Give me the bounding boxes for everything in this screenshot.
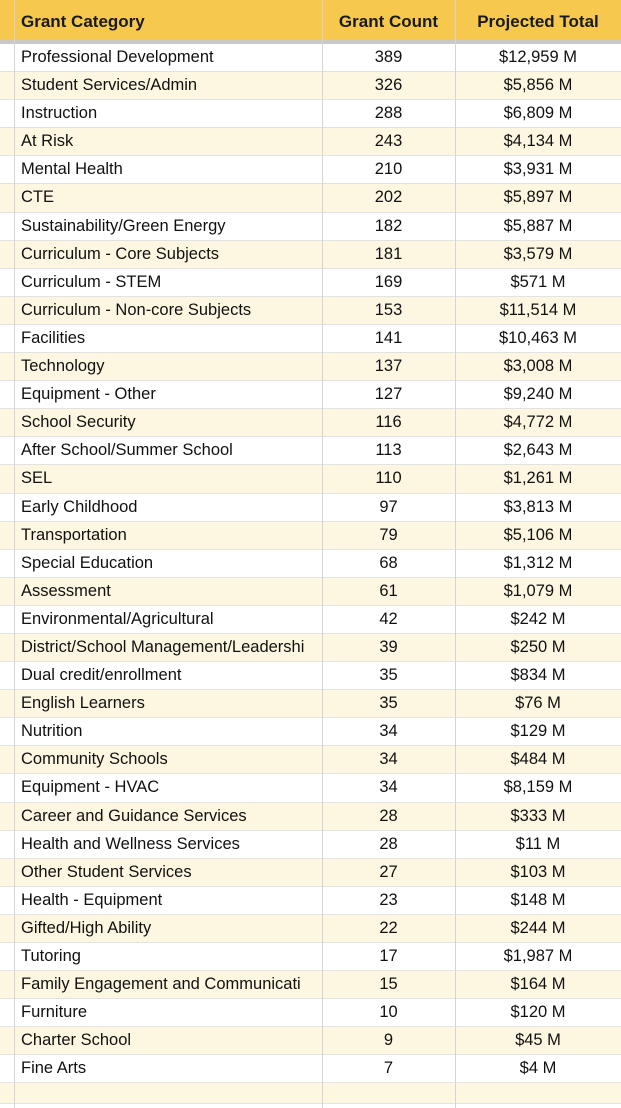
cell-grant-count[interactable]: 27 [379,862,398,881]
cell-grant-count[interactable]: 210 [374,160,403,179]
cell-grant-category[interactable]: Nutrition [21,722,83,741]
cell-grant-category[interactable]: Career and Guidance Services [21,806,247,825]
cell-projected-total[interactable]: $3,008 M [503,357,573,376]
cell-grant-category[interactable]: District/School Management/Leadershi [21,637,305,656]
cell-projected-total[interactable]: $333 M [510,806,566,825]
cell-grant-count[interactable]: 17 [379,947,398,965]
table-row[interactable] [0,44,621,72]
cell-projected-total[interactable]: $250 M [510,637,566,656]
cell-grant-category[interactable]: Health - Equipment [21,890,163,909]
column-header-grant-count[interactable]: Grant Count [338,12,439,31]
table-row[interactable] [0,184,621,212]
cell-projected-total[interactable]: $5,897 M [503,188,573,207]
cell-grant-category[interactable]: Professional Development [21,48,214,66]
table-row[interactable] [0,297,621,325]
table-row[interactable] [0,971,621,999]
cell-grant-category[interactable]: Assessment [21,581,111,600]
cell-grant-category[interactable]: Other Student Services [21,862,192,881]
cell-grant-category[interactable]: Transportation [21,525,127,544]
cell-grant-category[interactable]: Early Childhood [21,497,138,516]
table-row[interactable] [0,774,621,802]
cell-projected-total[interactable]: $484 M [510,750,566,769]
cell-grant-category[interactable]: CTE [21,188,54,207]
cell-projected-total[interactable]: $242 M [510,609,566,628]
table-row[interactable] [0,128,621,156]
cell-grant-category[interactable]: Curriculum - Non-core Subjects [21,300,252,319]
cell-grant-category[interactable]: At Risk [21,132,74,151]
table-row[interactable] [0,100,621,128]
table-row[interactable] [0,465,621,493]
cell-grant-category[interactable]: Environmental/Agricultural [21,609,214,628]
cell-projected-total[interactable]: $6,809 M [503,104,573,123]
table-row[interactable] [0,690,621,718]
table-row[interactable] [0,550,621,578]
cell-grant-count[interactable]: 35 [379,666,398,685]
cell-grant-count[interactable]: 202 [374,188,403,207]
cell-grant-count[interactable]: 326 [374,76,403,95]
cell-grant-count[interactable]: 153 [374,300,403,319]
cell-projected-total[interactable]: $4,772 M [503,413,573,432]
cell-grant-count[interactable]: 116 [375,413,402,432]
cell-grant-count[interactable]: 34 [379,750,398,769]
cell-grant-category[interactable]: Charter School [21,1031,132,1050]
table-row[interactable] [0,409,621,437]
cell-grant-category[interactable]: Gifted/High Ability [21,918,152,937]
cell-grant-category[interactable]: Community Schools [21,750,168,769]
cell-grant-category[interactable]: Family Engagement and Communicati [21,975,301,994]
cell-projected-total[interactable]: $834 M [510,666,566,685]
cell-grant-category[interactable]: Curriculum - Core Subjects [21,244,220,263]
cell-projected-total[interactable]: $45 M [515,1031,561,1050]
cell-projected-total[interactable]: $3,931 M [503,160,573,179]
cell-grant-count[interactable]: 182 [374,216,403,235]
table-row[interactable] [0,72,621,100]
table-row[interactable] [0,831,621,859]
cell-projected-total[interactable]: $76 M [515,694,561,713]
table-row[interactable] [0,634,621,662]
cell-projected-total[interactable]: $129 M [510,722,566,741]
cell-grant-count[interactable]: 243 [374,132,403,151]
cell-grant-count[interactable]: 61 [379,581,398,600]
cell-projected-total[interactable]: $571 M [510,272,566,291]
row-header-border [14,0,15,1108]
cell-projected-total[interactable]: $4,134 M [503,132,573,151]
table-row[interactable] [0,606,621,634]
cell-projected-total[interactable]: $164 M [510,975,566,994]
cell-grant-category[interactable]: Mental Health [21,160,123,179]
table-row[interactable] [0,859,621,887]
cell-grant-count[interactable]: 110 [375,469,402,488]
cell-grant-count[interactable]: 28 [379,806,398,825]
table-row[interactable] [0,887,621,915]
cell-projected-total[interactable]: $2,643 M [503,441,573,460]
cell-grant-count[interactable]: 28 [379,834,398,853]
cell-grant-category[interactable]: Dual credit/enrollment [21,666,182,685]
table-row[interactable] [0,269,621,297]
cell-grant-count[interactable]: 34 [379,778,398,797]
cell-projected-total[interactable]: $11,514 M [499,300,577,319]
cell-projected-total[interactable]: $12,959 M [499,48,577,66]
cell-grant-count[interactable]: 389 [374,48,403,66]
cell-projected-total[interactable]: $1,987 M [503,947,573,965]
column-divider [322,0,323,1108]
cell-grant-count[interactable]: 288 [374,104,403,123]
table-row[interactable] [0,381,621,409]
cell-projected-total[interactable]: $3,813 M [503,497,573,516]
table-row[interactable] [0,325,621,353]
cell-grant-category[interactable]: Technology [21,357,105,376]
table-row[interactable] [0,494,621,522]
cell-grant-count[interactable]: 10 [379,1003,398,1022]
cell-grant-count[interactable]: 15 [379,975,398,994]
cell-grant-count[interactable]: 97 [379,497,398,516]
cell-grant-category[interactable]: Tutoring [21,947,81,965]
table-row[interactable] [0,662,621,690]
cell-grant-count[interactable]: 35 [379,694,398,713]
cell-grant-count[interactable]: 9 [383,1031,394,1050]
cell-projected-total[interactable]: $244 M [510,918,566,937]
cell-projected-total[interactable]: $5,887 M [503,216,573,235]
cell-grant-count[interactable]: 34 [379,722,398,741]
table-row[interactable] [0,746,621,774]
table-row[interactable] [0,1027,621,1055]
table-body [0,44,621,1083]
cell-grant-count[interactable]: 42 [379,609,398,628]
cell-projected-total[interactable]: $4 M [519,1059,557,1078]
table-row[interactable] [0,437,621,465]
table-row[interactable] [0,915,621,943]
cell-grant-count[interactable]: 141 [374,328,403,347]
cell-grant-count[interactable]: 137 [374,357,403,376]
table-row[interactable] [0,718,621,746]
cell-projected-total[interactable]: $148 M [510,890,566,909]
table-row[interactable] [0,803,621,831]
cell-grant-category[interactable]: Equipment - HVAC [21,778,160,797]
cell-projected-total[interactable]: $9,240 M [503,385,573,404]
cell-grant-category[interactable]: English Learners [21,694,145,713]
table-row[interactable] [0,943,621,971]
cell-projected-total[interactable]: $3,579 M [503,244,573,263]
empty-row[interactable] [0,1083,621,1104]
cell-grant-count[interactable]: 181 [374,244,403,263]
cell-projected-total[interactable]: $8,159 M [503,778,573,797]
table-row[interactable] [0,522,621,550]
table-row[interactable] [0,999,621,1027]
cell-grant-count[interactable]: 22 [379,918,398,937]
cell-grant-category[interactable]: Health and Wellness Services [21,834,240,853]
cell-grant-count[interactable]: 39 [379,637,398,656]
cell-grant-count[interactable]: 113 [375,441,402,460]
table-row[interactable] [0,353,621,381]
cell-projected-total[interactable]: $120 M [510,1003,566,1022]
cell-grant-count[interactable]: 127 [374,385,403,404]
cell-projected-total[interactable]: $11 M [515,834,561,853]
cell-grant-category[interactable]: Curriculum - STEM [21,272,162,291]
cell-grant-category[interactable]: Sustainability/Green Energy [21,216,226,235]
cell-grant-category[interactable]: Fine Arts [21,1059,87,1078]
cell-grant-category[interactable]: Facilities [21,328,86,347]
cell-projected-total[interactable]: $10,463 M [499,328,577,347]
cell-projected-total[interactable]: $1,079 M [503,581,573,600]
table-row[interactable] [0,213,621,241]
cell-grant-category[interactable]: Equipment - Other [21,385,156,404]
table-header [0,0,621,44]
cell-projected-total[interactable]: $5,856 M [503,76,573,95]
cell-grant-category[interactable]: Student Services/Admin [21,76,198,95]
cell-projected-total[interactable]: $5,106 M [503,525,573,544]
cell-grant-category[interactable]: After School/Summer School [21,441,233,460]
cell-grant-count[interactable]: 68 [379,553,398,572]
column-header-grant-category[interactable]: Grant Category [21,12,145,31]
cell-grant-category[interactable]: School Security [21,413,136,432]
cell-grant-count[interactable]: 23 [379,890,398,909]
cell-grant-category[interactable]: SEL [21,469,53,488]
table-row[interactable] [0,156,621,184]
cell-grant-count[interactable]: 79 [379,525,398,544]
column-divider [455,0,456,1108]
cell-projected-total[interactable]: $1,261 M [503,469,573,488]
cell-projected-total[interactable]: $1,312 M [503,553,573,572]
column-header-projected-total[interactable]: Projected Total [477,12,599,31]
cell-grant-count[interactable]: 169 [374,272,403,291]
cell-projected-total[interactable]: $103 M [510,862,566,881]
table-row[interactable] [0,1055,621,1083]
table-row[interactable] [0,578,621,606]
cell-grant-category[interactable]: Furniture [21,1003,88,1022]
cell-grant-category[interactable]: Instruction [21,104,98,123]
cell-grant-category[interactable]: Special Education [21,553,154,572]
table-row[interactable] [0,241,621,269]
cell-grant-count[interactable]: 7 [383,1059,394,1078]
